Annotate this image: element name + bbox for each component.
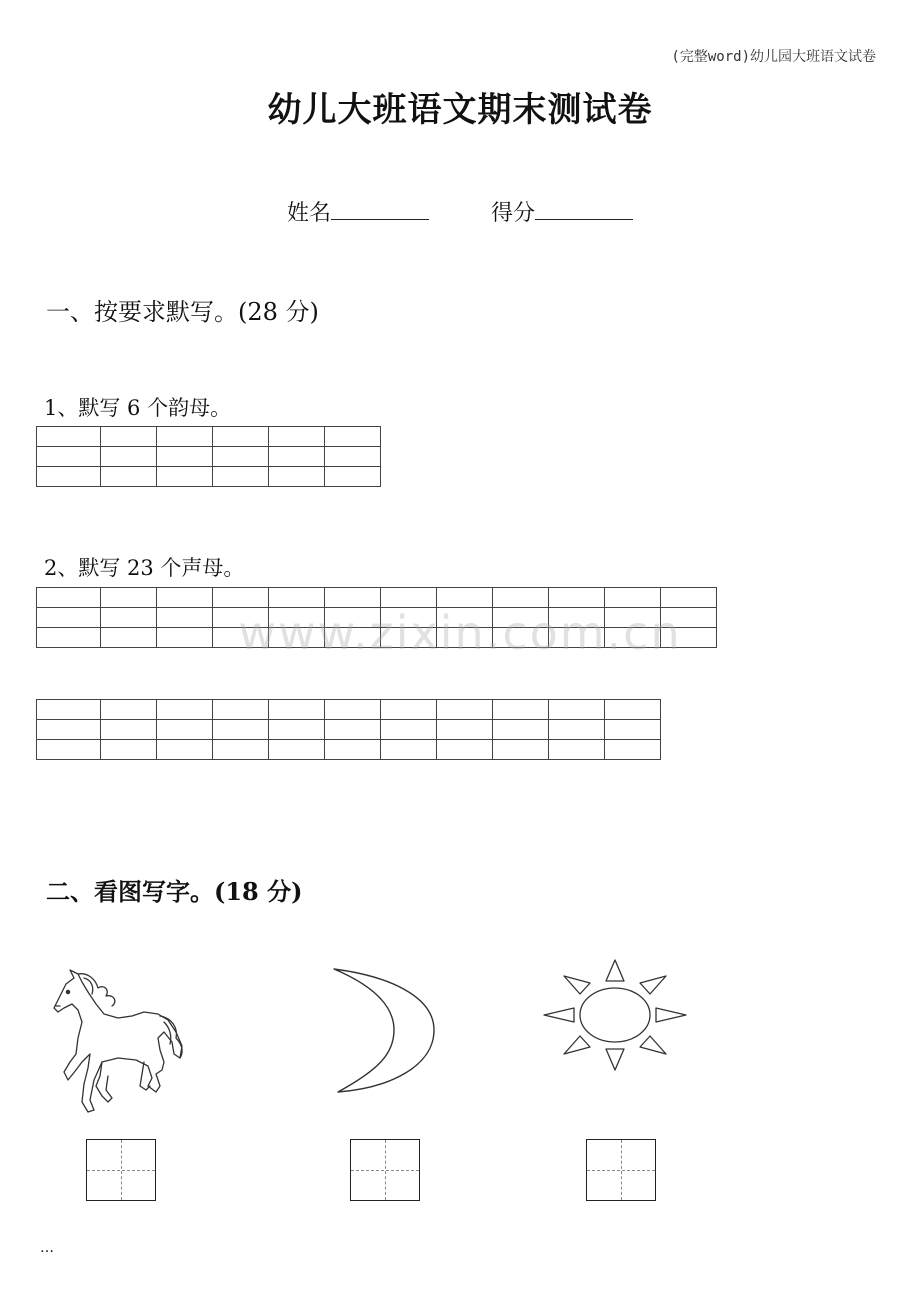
grid-row (37, 720, 661, 740)
score-label: 得分 (491, 201, 536, 226)
grid-cell[interactable] (437, 720, 493, 740)
tian-zi-box-3[interactable] (586, 1139, 656, 1201)
grid-cell[interactable] (213, 467, 269, 487)
grid-cell[interactable] (101, 427, 157, 447)
grid-cell[interactable] (157, 427, 213, 447)
grid-cell[interactable] (157, 447, 213, 467)
grid-cell[interactable] (213, 720, 269, 740)
grid-cell[interactable] (381, 740, 437, 760)
grid-cell[interactable] (549, 720, 605, 740)
grid-cell[interactable] (493, 700, 549, 720)
grid-row (37, 427, 381, 447)
name-blank[interactable] (331, 203, 429, 220)
grid-cell[interactable] (549, 740, 605, 760)
watermark: www.zixin.com.cn (238, 606, 682, 660)
grid-row (37, 447, 381, 467)
grid-cell[interactable] (213, 740, 269, 760)
grid-row (37, 740, 661, 760)
grid-cell[interactable] (157, 740, 213, 760)
grid-cell[interactable] (37, 588, 101, 608)
grid-cell[interactable] (325, 720, 381, 740)
grid-cell[interactable] (269, 447, 325, 467)
grid-cell[interactable] (605, 588, 661, 608)
grid-cell[interactable] (325, 740, 381, 760)
grid-cell[interactable] (661, 588, 717, 608)
grid-cell[interactable] (213, 700, 269, 720)
grid-row (37, 700, 661, 720)
grid-cell[interactable] (101, 700, 157, 720)
grid-cell[interactable] (157, 588, 213, 608)
grid-cell[interactable] (37, 700, 101, 720)
name-label: 姓名 (286, 201, 331, 226)
grid-cell[interactable] (325, 588, 381, 608)
grid-cell[interactable] (269, 700, 325, 720)
grid-cell[interactable] (269, 740, 325, 760)
grid-cell[interactable] (605, 700, 661, 720)
grid-cell[interactable] (101, 447, 157, 467)
grid-cell[interactable] (269, 427, 325, 447)
grid-cell[interactable] (157, 700, 213, 720)
grid-cell[interactable] (325, 427, 381, 447)
grid-cell[interactable] (269, 588, 325, 608)
grid-cell[interactable] (269, 467, 325, 487)
writing-grid-q1[interactable] (36, 426, 381, 487)
grid-cell[interactable] (37, 720, 101, 740)
tian-zi-box-1[interactable] (86, 1139, 156, 1201)
grid-cell[interactable] (549, 700, 605, 720)
header-note: (完整word)幼儿园大班语文试卷 (671, 49, 876, 65)
grid-row (37, 588, 717, 608)
horse-icon (48, 962, 188, 1122)
grid-cell[interactable] (493, 588, 549, 608)
grid-cell[interactable] (605, 720, 661, 740)
grid-cell[interactable] (437, 740, 493, 760)
grid-cell[interactable] (493, 740, 549, 760)
grid-cell[interactable] (213, 447, 269, 467)
crescent-moon-icon (330, 966, 440, 1096)
grid-cell[interactable] (605, 740, 661, 760)
grid-cell[interactable] (101, 467, 157, 487)
grid-cell[interactable] (101, 740, 157, 760)
tian-zi-box-2[interactable] (350, 1139, 420, 1201)
grid-cell[interactable] (157, 720, 213, 740)
question-1-label: 1、默写 6 个韵母。 (44, 396, 232, 420)
grid-cell[interactable] (101, 720, 157, 740)
grid-cell[interactable] (381, 720, 437, 740)
sun-icon (540, 956, 690, 1076)
grid-cell[interactable] (549, 588, 605, 608)
grid-cell[interactable] (37, 467, 101, 487)
section-1-heading: 一、按要求默写。(28 分) (46, 298, 319, 326)
grid-row (37, 467, 381, 487)
page-title: 幼儿大班语文期末测试卷 (267, 90, 653, 130)
grid-cell[interactable] (37, 447, 101, 467)
score-blank[interactable] (535, 203, 633, 220)
grid-cell[interactable] (157, 467, 213, 487)
page-ellipsis: … (40, 1240, 54, 1256)
grid-cell[interactable] (381, 588, 437, 608)
grid-cell[interactable] (269, 720, 325, 740)
name-score-row (0, 196, 920, 227)
grid-cell[interactable] (213, 427, 269, 447)
grid-cell[interactable] (437, 700, 493, 720)
grid-cell[interactable] (325, 467, 381, 487)
writing-grid-q2-b[interactable] (36, 699, 661, 760)
grid-cell[interactable] (437, 588, 493, 608)
grid-cell[interactable] (325, 700, 381, 720)
grid-cell[interactable] (325, 447, 381, 467)
grid-cell[interactable] (37, 427, 101, 447)
grid-cell[interactable] (213, 588, 269, 608)
grid-cell[interactable] (101, 588, 157, 608)
grid-cell[interactable] (493, 720, 549, 740)
grid-cell[interactable] (37, 740, 101, 760)
question-2-label: 2、默写 23 个声母。 (44, 556, 245, 580)
grid-cell[interactable] (381, 700, 437, 720)
section-2-heading: 二、看图写字。(18 分) (46, 877, 303, 906)
